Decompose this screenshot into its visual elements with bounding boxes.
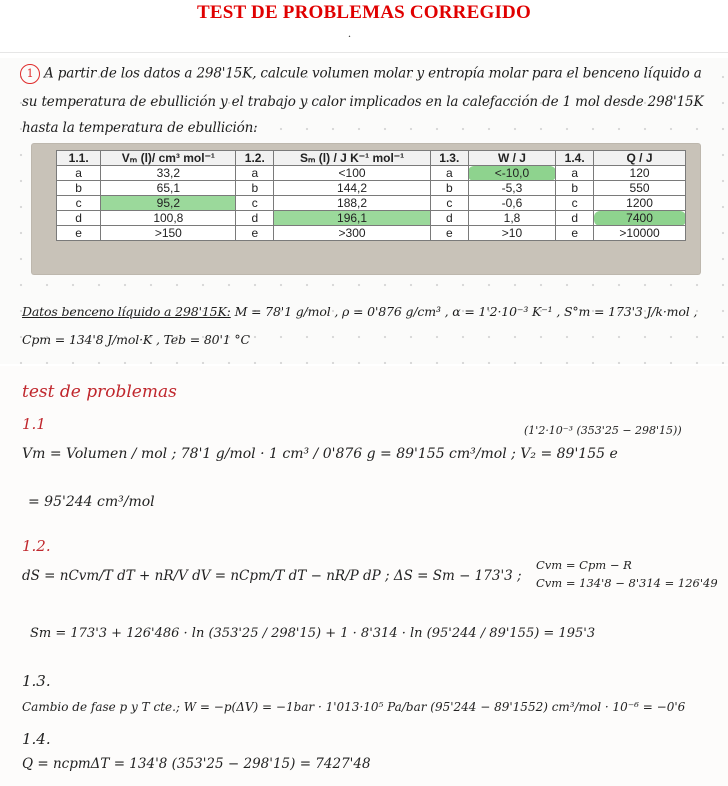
- table-cell: e: [430, 226, 468, 241]
- table-cell: c: [430, 196, 468, 211]
- problem-line-2: su temperatura de ebullición y el trabajo y calor implicados en la calefacción de 1 mol desde 298'15K: [22, 94, 704, 110]
- solution-heading: test de problemas: [22, 382, 177, 402]
- table-cell: e: [57, 226, 101, 241]
- table-cell: 100,8: [101, 211, 236, 226]
- table-cell: 1,8: [468, 211, 556, 226]
- volume-result: = 95'244 cm³/mol: [28, 494, 155, 510]
- table-cell: c: [556, 196, 594, 211]
- table-cell-highlighted: 95,2: [101, 196, 236, 211]
- section-1-1-label: 1.1: [22, 415, 46, 433]
- entropy-result: Sm = 173'3 + 126'486 · ln (353'25 / 298'15) + 1 · 8'314 · ln (95'244 / 89'155) = 195'3: [30, 626, 596, 641]
- problem-line-1: [20, 64, 702, 84]
- volume-equation: Vm = Volumen / mol ; 78'1 g/mol · 1 cm³ / 0'876 g = 89'155 cm³/mol ; V₂ = 89'155 e: [22, 446, 618, 462]
- table-cell: 550: [594, 181, 686, 196]
- table-cell: d: [236, 211, 274, 226]
- table-cell: <100: [274, 166, 431, 181]
- table-cell: a: [57, 166, 101, 181]
- section-1-4-label: 1.4.: [22, 730, 51, 748]
- table-header-row: [57, 151, 686, 166]
- table-cell: >10000: [594, 226, 686, 241]
- table-cell: 144,2: [274, 181, 431, 196]
- table-header: W / J: [468, 151, 556, 166]
- table-cell: c: [236, 196, 274, 211]
- title-divider: [0, 52, 728, 53]
- table-cell: a: [556, 166, 594, 181]
- table-cell: >300: [274, 226, 431, 241]
- table-cell: 120: [594, 166, 686, 181]
- table-header: Vₘ (l)/ cm³ mol⁻¹: [101, 151, 236, 166]
- datos-line-1: [22, 304, 697, 319]
- table-cell: -0,6: [468, 196, 556, 211]
- table-cell: 188,2: [274, 196, 431, 211]
- table-header: 1.3.: [430, 151, 468, 166]
- table-cell: a: [430, 166, 468, 181]
- title-dot: .: [348, 26, 351, 40]
- cvm-definition: Cvm = Cpm − R: [536, 558, 632, 572]
- volume-exponent: (1'2·10⁻³ (353'25 − 298'15)): [524, 424, 682, 437]
- table-cell: >10: [468, 226, 556, 241]
- problem-line-3: hasta la temperatura de ebullición:: [22, 120, 258, 136]
- problem-text-1: A partir de los datos a 298'15K, calcule volumen molar y entropía molar para el benceno líquido a: [44, 65, 702, 82]
- datos-values: M = 78'1 g/mol , ρ = 0'876 g/cm³ , α = 1'2·10⁻³ K⁻¹ , S°m = 173'3 J/k·mol ,: [234, 304, 698, 319]
- table-cell: e: [556, 226, 594, 241]
- section-1-2-label: 1.2.: [22, 537, 51, 555]
- table-header: Sₘ (l) / J K⁻¹ mol⁻¹: [274, 151, 431, 166]
- table-cell-highlighted: 196,1: [274, 211, 431, 226]
- table-header: 1.1.: [57, 151, 101, 166]
- datos-label: Datos benceno líquido a 298'15K:: [22, 304, 231, 319]
- table-cell: d: [556, 211, 594, 226]
- problem-number-badge: 1: [20, 64, 40, 84]
- table-cell: b: [430, 181, 468, 196]
- answer-table: [56, 150, 686, 241]
- table-row: [57, 181, 686, 196]
- table-cell: -5,3: [468, 181, 556, 196]
- table-cell: 1200: [594, 196, 686, 211]
- table-cell: b: [57, 181, 101, 196]
- page-title: TEST DE PROBLEMAS CORREGIDO: [197, 2, 531, 23]
- table-row: [57, 226, 686, 241]
- table-header: Q / J: [594, 151, 686, 166]
- heat-equation: Q = ncpmΔT = 134'8 (353'25 − 298'15) = 7427'48: [22, 756, 371, 772]
- table-cell: c: [57, 196, 101, 211]
- table-cell-highlighted: 7400: [594, 211, 686, 226]
- table-cell: b: [556, 181, 594, 196]
- work-equation: Cambio de fase p y T cte.; W = −p(ΔV) = −1bar · 1'013·10⁵ Pa/bar (95'244 − 89'1552) cm³/mol · 10⁻⁶ = −0'6: [22, 700, 686, 714]
- table-cell: 65,1: [101, 181, 236, 196]
- table-cell: d: [57, 211, 101, 226]
- cvm-value: Cvm = 134'8 − 8'314 = 126'49: [536, 576, 718, 590]
- table-row: [57, 166, 686, 181]
- table-cell: b: [236, 181, 274, 196]
- table-header: 1.2.: [236, 151, 274, 166]
- table-header: 1.4.: [556, 151, 594, 166]
- table-row: [57, 211, 686, 226]
- datos-line-2: Cpm = 134'8 J/mol·K , Teb = 80'1 °C: [22, 332, 250, 347]
- entropy-equation: dS = nCvm/T dT + nR/V dV = nCpm/T dT − nR/P dP ; ΔS = Sm − 173'3 ;: [22, 568, 522, 584]
- table-cell: e: [236, 226, 274, 241]
- table-cell: d: [430, 211, 468, 226]
- section-1-3-label: 1.3.: [22, 672, 51, 690]
- table-cell: a: [236, 166, 274, 181]
- table-cell: 33,2: [101, 166, 236, 181]
- table-cell-highlighted: <-10,0: [468, 166, 556, 181]
- table-row: [57, 196, 686, 211]
- table-cell: >150: [101, 226, 236, 241]
